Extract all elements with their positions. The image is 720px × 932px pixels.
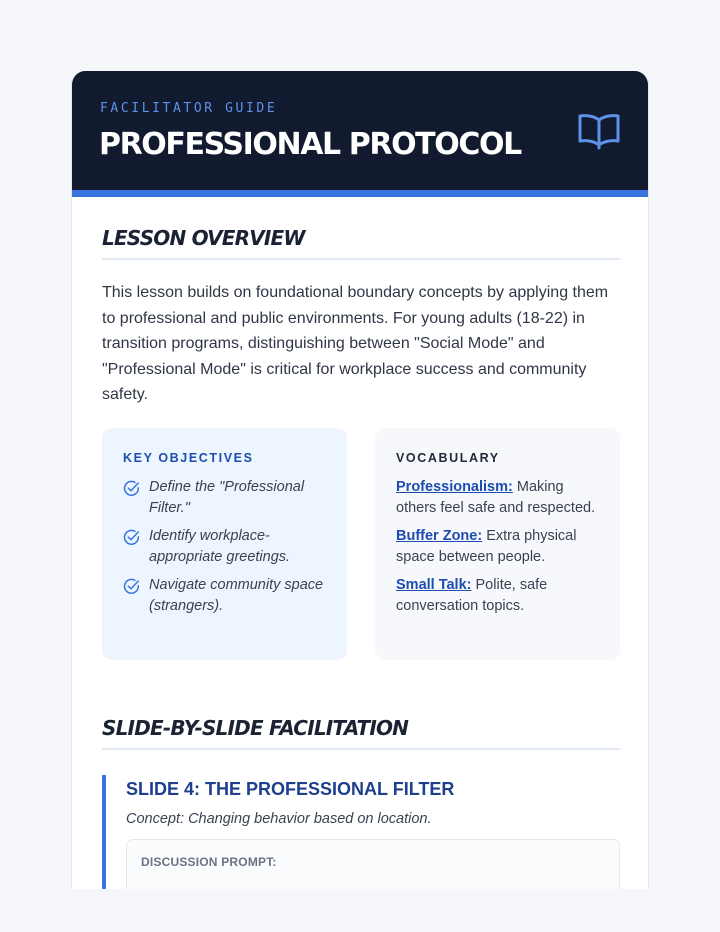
vocabulary-box	[375, 428, 620, 660]
objective-text: Navigate community space (strangers).	[149, 577, 324, 614]
objective-item	[123, 575, 327, 617]
overview-text: This lesson builds on foundational boundary concepts by applying them to professional and public environments. For young adults (18-22) in transition programs, distinguishing between "Social Mode" and "Professional Mode" is critical for workplace success and community safety.	[102, 284, 609, 404]
overview-heading: LESSON OVERVIEW	[102, 226, 620, 260]
check-circle-icon	[123, 578, 140, 595]
open-book-icon	[578, 112, 620, 150]
slide-title: SLIDE 4: THE PROFESSIONAL FILTER	[126, 779, 455, 799]
slide-concept: Concept: Changing behavior based on location.	[126, 811, 432, 827]
objective-text: Define the "Professional Filter."	[149, 479, 305, 516]
guide-header	[72, 71, 648, 197]
vocab-item	[396, 526, 600, 568]
vocab-term[interactable]: Professionalism:	[396, 479, 513, 495]
objectives-box	[102, 428, 347, 660]
objective-text: Identify workplace-appropriate greetings.	[149, 528, 291, 565]
check-circle-icon	[123, 480, 140, 497]
vocab-item	[396, 575, 600, 617]
discussion-prompt-label: DISCUSSION PROMPT:	[141, 855, 277, 869]
page-title: PROFESSIONAL PROTOCOL	[99, 127, 521, 162]
vocab-definition: Making others feel safe and respected.	[396, 479, 596, 516]
check-circle-icon	[123, 529, 140, 546]
objective-item	[123, 526, 327, 568]
vocab-item	[396, 477, 600, 519]
facilitation-heading: SLIDE-BY-SLIDE FACILITATION	[102, 716, 620, 750]
vocab-term[interactable]: Small Talk:	[396, 577, 472, 593]
vocab-definition: Extra physical space between people.	[396, 528, 577, 565]
objectives-heading: KEY OBJECTIVES	[123, 451, 254, 465]
discussion-prompt-box	[126, 839, 620, 889]
objective-item	[123, 477, 327, 519]
vocab-definition: Polite, safe conversation topics.	[396, 577, 548, 614]
vocab-term[interactable]: Buffer Zone:	[396, 528, 483, 544]
guide-card	[71, 71, 649, 889]
header-eyebrow: FACILITATOR GUIDE	[100, 101, 278, 116]
slide-section	[102, 775, 620, 889]
vocabulary-heading: VOCABULARY	[396, 451, 500, 465]
